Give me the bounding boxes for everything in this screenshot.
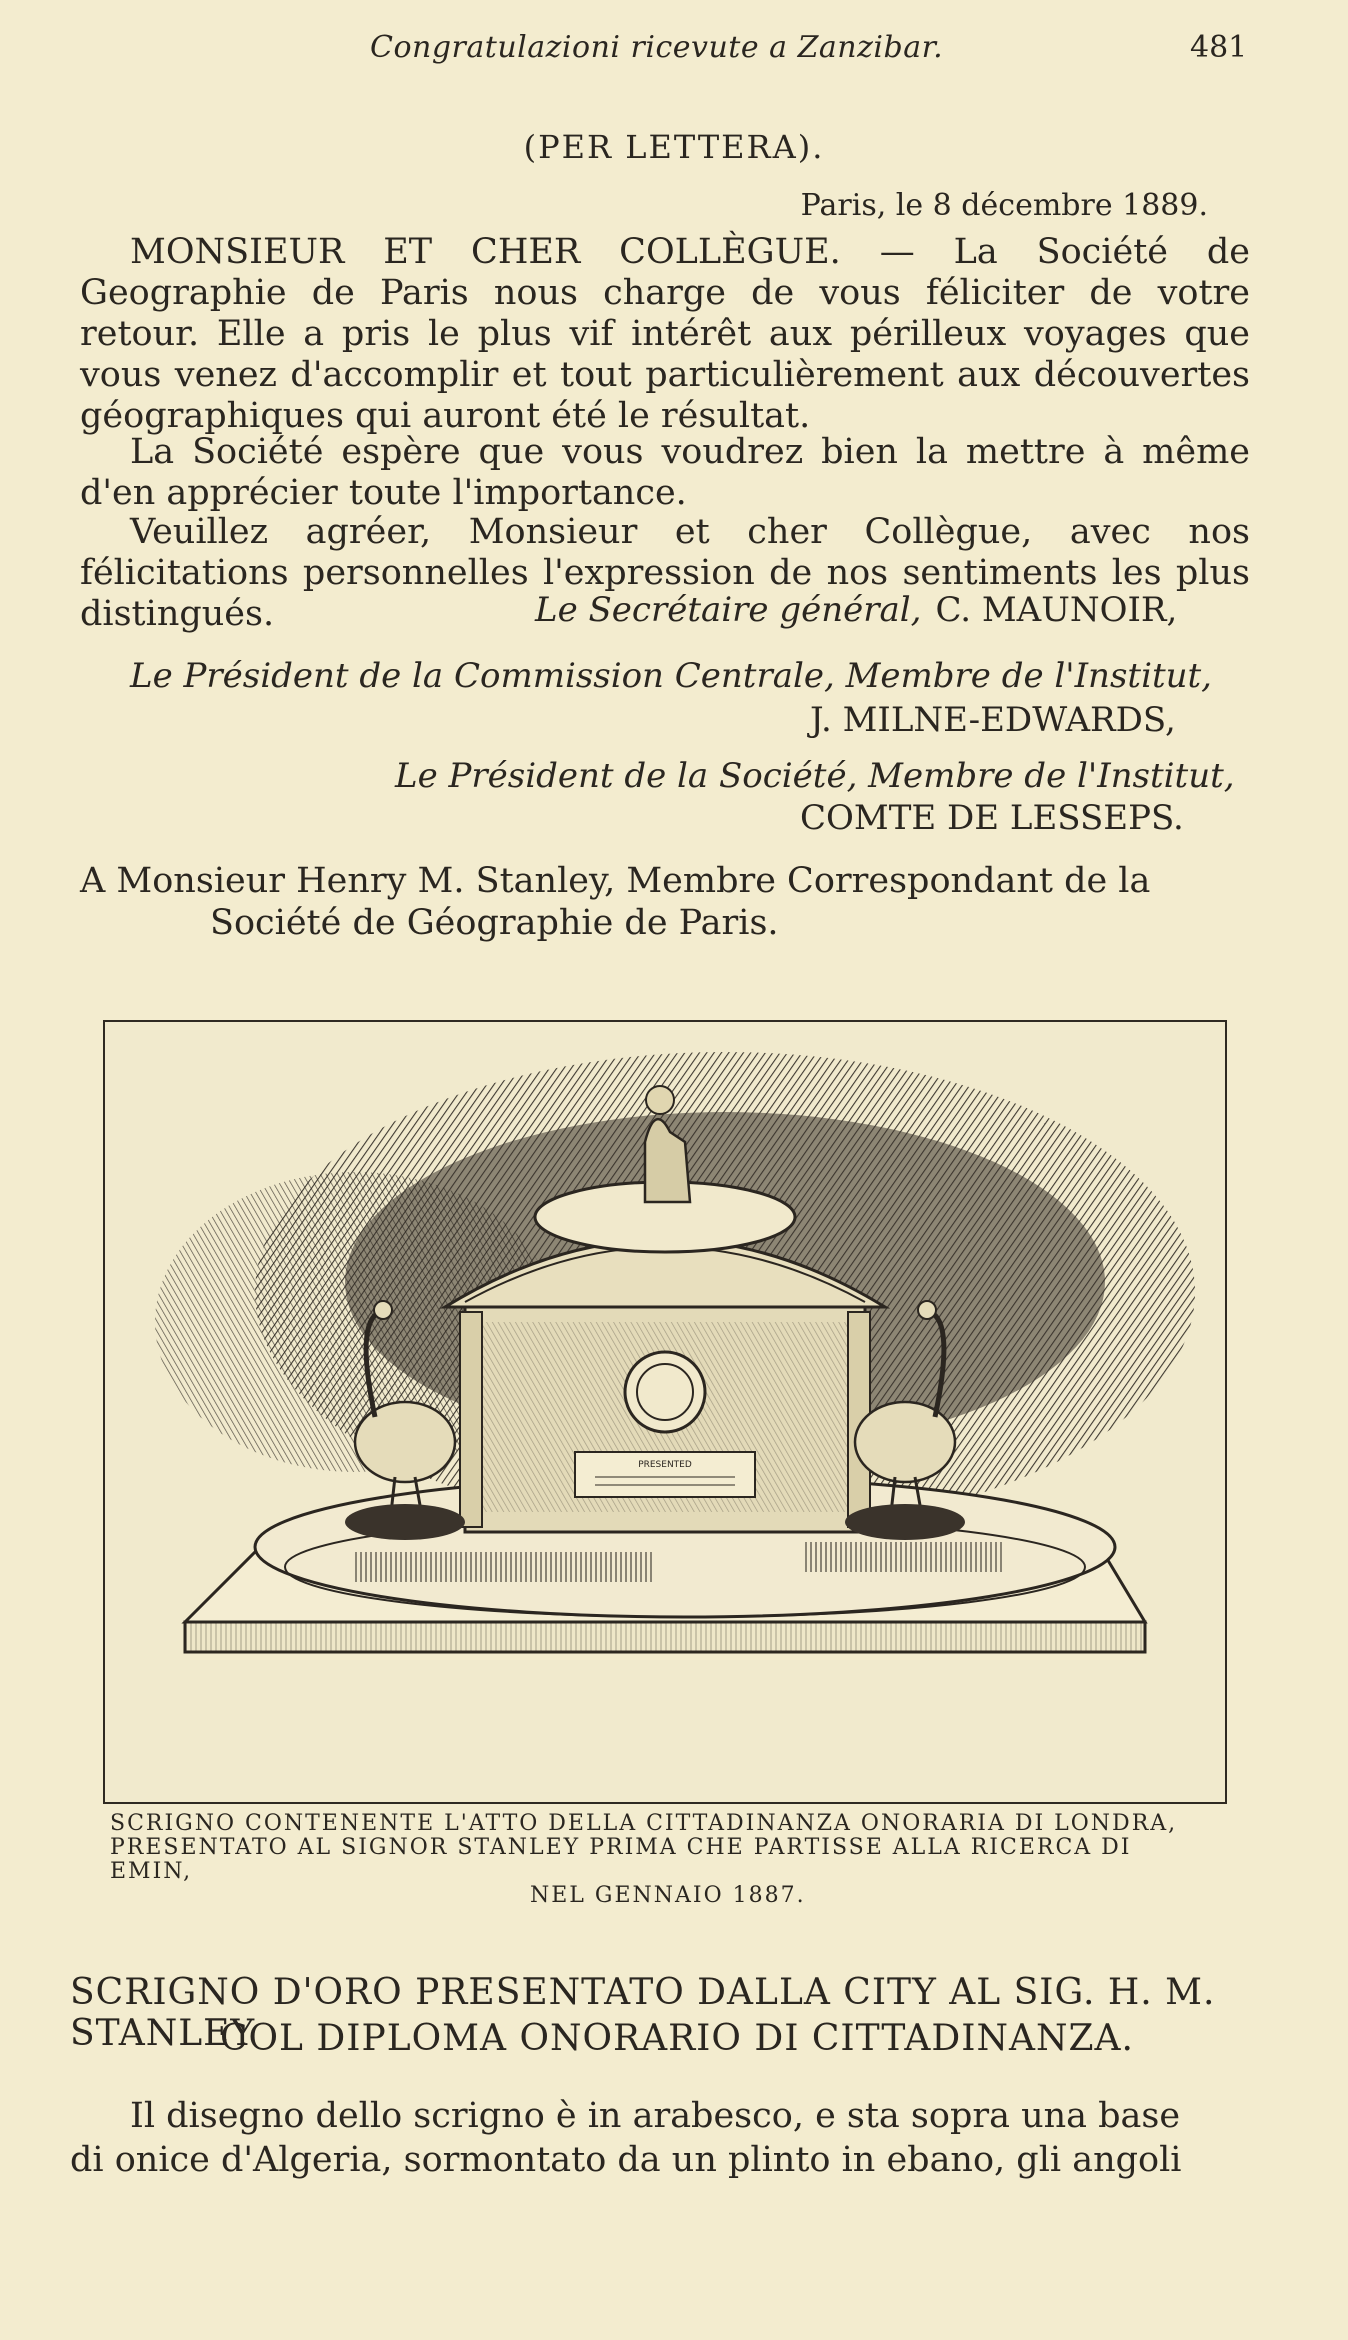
letter-paragraph-2 — [80, 432, 1250, 514]
section-body — [70, 2094, 1240, 2182]
society-president-title: Le Président de la Société, Membre de l'Institut, — [395, 756, 1235, 796]
secretary-title: Le Secrétaire général, — [535, 590, 922, 630]
casket-plaque — [575, 1452, 755, 1497]
paragraph-text: Veuillez agréer, Monsieur et cher Collègue, avec nos félicitations personnelles l'expression de nos sentiments les plus distingués. — [80, 512, 1250, 634]
letter-paragraph-1 — [80, 232, 1250, 437]
addressee-line-2: Société de Géographie de Paris. — [210, 903, 779, 943]
addressee-line-1: A Monsieur Henry M. Stanley, Membre Correspondant de la — [80, 861, 1151, 901]
addressee-block — [80, 860, 1150, 944]
running-title: Congratulazioni ricevute a Zanzibar. — [370, 30, 944, 65]
secretary-signature — [535, 590, 1177, 630]
society-president-name: COMTE DE LESSEPS. — [800, 798, 1184, 838]
section-body-line-2: di onice d'Algeria, sormontato da un plinto in ebano, gli angoli — [70, 2140, 1182, 2180]
plaque-text: PRESENTED — [638, 1460, 692, 1470]
letter-heading: (PER LETTERA). — [523, 128, 825, 166]
commission-president-title: Le Président de la Commission Centrale, Membre de l'Institut, — [130, 656, 1212, 696]
secretary-name: C. MAUNOIR, — [935, 590, 1178, 630]
section-body-line-1: Il disegno dello scrigno è in arabesco, e sta sopra una base — [130, 2096, 1181, 2136]
casket-engraving — [103, 1020, 1227, 1804]
paragraph-text: La Société espère que vous voudrez bien la mettre à même d'en apprécier toute l'importance. — [80, 432, 1250, 513]
commission-president-name: J. MILNE-EDWARDS, — [810, 700, 1176, 740]
paragraph-text: MONSIEUR ET CHER COLLÈGUE. — La Société de Geographie de Paris nous charge de vous féliciter de votre retour. Elle a pris le plus vif intérêt aux périlleux voyages que vous venez d'accomplir et tout particulièrement aux découvertes géographiques qui auront été le résultat. — [80, 232, 1250, 436]
casket-illustration — [105, 1022, 1225, 1802]
caption-line-3: NEL GENNAIO 1887. — [530, 1883, 806, 1908]
caption-line-2: PRESENTATO AL SIGNOR STANLEY PRIMA CHE PARTISSE ALLA RICERCA DI EMIN, — [110, 1835, 1132, 1884]
section-title-line-1: SCRIGNO D'ORO PRESENTATO DALLA CITY AL SIG. H. M. STANLEY — [70, 1972, 1216, 2054]
figure-caption — [110, 1812, 1220, 1908]
page-number: 481 — [1190, 30, 1248, 65]
letter-dateline: Paris, le 8 décembre 1889. — [800, 188, 1208, 223]
section-title-line-2: COL DIPLOMA ONORARIO DI CITTADINANZA. — [220, 2018, 1134, 2059]
caption-line-1: SCRIGNO CONTENENTE L'ATTO DELLA CITTADINANZA ONORARIA DI LONDRA, — [110, 1811, 1178, 1836]
